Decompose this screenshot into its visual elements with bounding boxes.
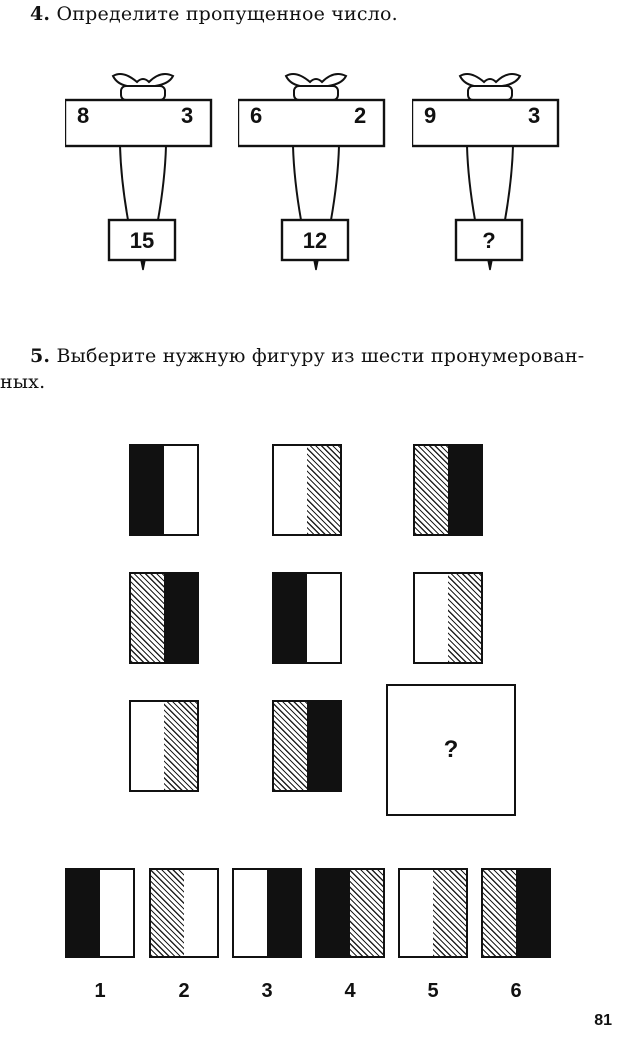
question-5-number: 5.	[30, 345, 51, 367]
matrix-figure-r3c2	[272, 700, 342, 792]
left-half-black	[274, 574, 307, 662]
right-half-hatch	[307, 446, 340, 534]
matrix-figure-r1c2	[272, 444, 342, 536]
left-half-white	[274, 446, 307, 534]
matrix-figure-r2c3	[413, 572, 483, 664]
left-half-white	[131, 702, 164, 790]
left-half-black	[317, 870, 350, 956]
right-half-black	[267, 870, 300, 956]
option-figure-4[interactable]	[315, 868, 385, 958]
plane-figure-2	[238, 0, 388, 290]
option-figure-3[interactable]	[232, 868, 302, 958]
wing-left-number: 8	[77, 103, 90, 128]
page-number: 81	[594, 1012, 612, 1029]
matrix-figure-r1c1	[129, 444, 199, 536]
question-5-heading	[30, 344, 605, 368]
right-half-white	[100, 870, 133, 956]
right-half-white	[307, 574, 340, 662]
left-half-black	[67, 870, 100, 956]
option-figure-2[interactable]	[149, 868, 219, 958]
right-half-hatch	[448, 574, 481, 662]
right-half-black	[448, 446, 481, 534]
tail-number[interactable]: ?	[482, 228, 496, 253]
left-half-white	[415, 574, 448, 662]
right-half-black	[307, 702, 340, 790]
left-half-hatch	[415, 446, 448, 534]
left-half-hatch	[483, 870, 516, 956]
missing-figure-mark: ?	[443, 736, 459, 763]
wing-right-number: 3	[181, 103, 194, 128]
question-4-text: Определите пропущенное число.	[56, 3, 398, 25]
matrix-figure-r2c2	[272, 572, 342, 664]
option-label[interactable]: 2	[178, 980, 190, 1002]
left-half-hatch	[131, 574, 164, 662]
left-half-hatch	[151, 870, 184, 956]
wing-right-number: 3	[528, 103, 541, 128]
wing-left-number: 6	[250, 103, 263, 128]
right-half-white	[164, 446, 197, 534]
option-label[interactable]: 5	[427, 980, 439, 1002]
wing-left-number: 9	[424, 103, 437, 128]
option-label[interactable]: 4	[344, 980, 356, 1002]
matrix-figure-r2c1	[129, 572, 199, 664]
question-5-text-line1: Выберите нужную фигуру из шести пронумерован-	[56, 345, 585, 367]
left-half-white	[400, 870, 433, 956]
left-half-white	[234, 870, 267, 956]
plane-figure-1	[65, 0, 215, 290]
option-figure-1[interactable]	[65, 868, 135, 958]
left-half-black	[131, 446, 164, 534]
option-label[interactable]: 1	[94, 980, 106, 1002]
left-half-hatch	[274, 702, 307, 790]
question-5-text-line2: ных.	[0, 371, 46, 393]
wing-right-number: 2	[354, 103, 367, 128]
right-half-hatch	[350, 870, 383, 956]
tail-number: 12	[302, 228, 328, 253]
right-half-hatch	[433, 870, 466, 956]
tail-number: 15	[129, 228, 155, 253]
plane-figure-3	[412, 0, 562, 290]
right-half-black	[164, 574, 197, 662]
option-figure-6[interactable]	[481, 868, 551, 958]
right-half-black	[516, 870, 549, 956]
right-half-hatch	[164, 702, 197, 790]
option-figure-5[interactable]	[398, 868, 468, 958]
option-label[interactable]: 6	[510, 980, 522, 1002]
matrix-figure-r1c3	[413, 444, 483, 536]
option-label[interactable]: 3	[261, 980, 273, 1002]
matrix-figure-r3c1	[129, 700, 199, 792]
right-half-white	[184, 870, 217, 956]
question-4-number: 4.	[30, 3, 51, 25]
